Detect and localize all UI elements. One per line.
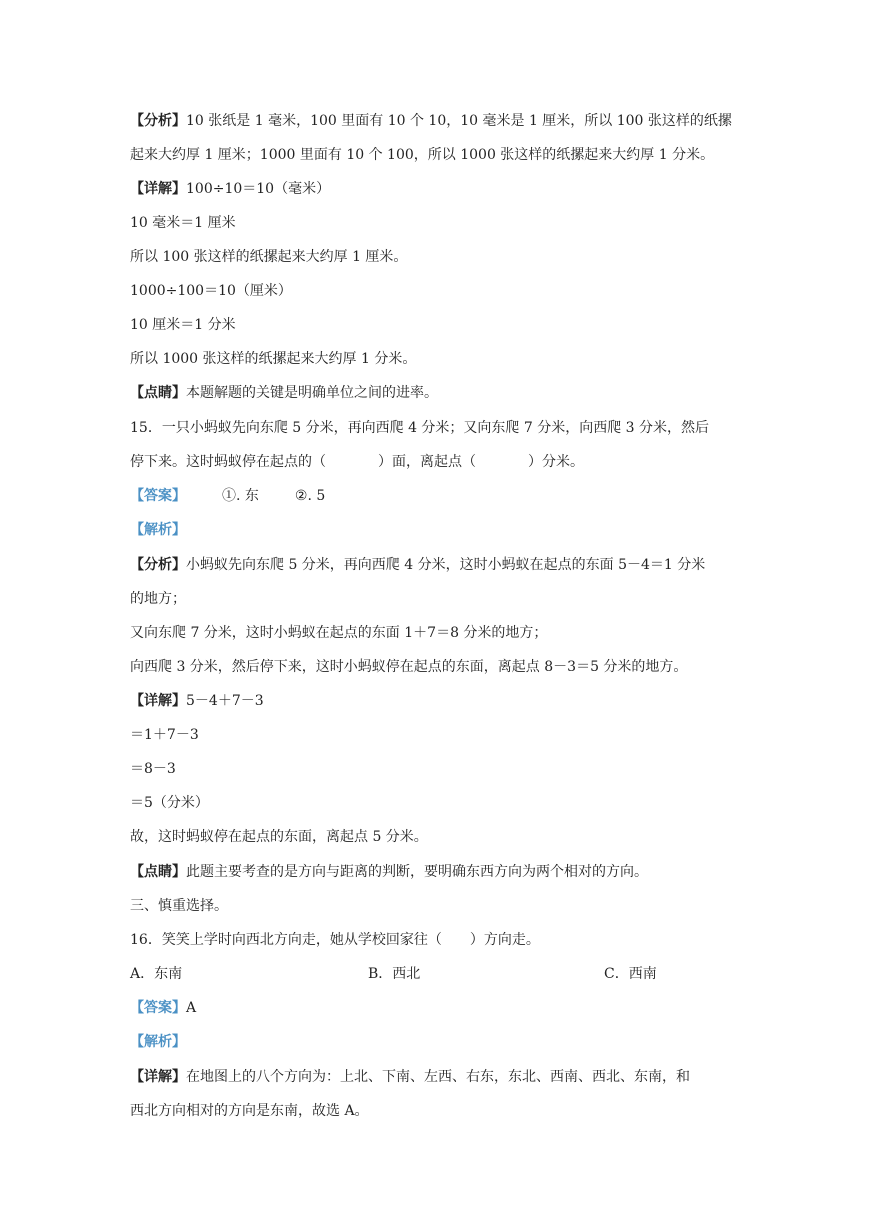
q15-analysis-tag: 【分析】 xyxy=(130,557,186,573)
detail-line-5: 10 厘米＝1 分米 xyxy=(130,317,236,333)
detail-line-3: 所以 100 张这样的纸摞起来大约厚 1 厘米。 xyxy=(130,249,408,265)
q16-stem xyxy=(130,930,540,950)
q15-answer-tag: 【答案】 xyxy=(130,488,186,504)
q16-answer-line xyxy=(130,998,196,1018)
q15-key-point-tag: 【点睛】 xyxy=(130,864,186,880)
q16-answer: A xyxy=(186,1000,197,1016)
q15-calc-line-2: ＝8－3 xyxy=(130,761,176,777)
q15-detail-tag: 【详解】 xyxy=(130,693,186,709)
q15-explanation-tag-line xyxy=(130,520,186,540)
key-point-text: 本题解题的关键是明确单位之间的进率。 xyxy=(186,385,438,401)
q15-analysis-line-4: 向西爬 3 分米，然后停下来，这时小蚂蚁停在起点的东面，离起点 8－3＝5 分米的地方。 xyxy=(130,659,688,675)
q15-answer-line xyxy=(130,486,325,506)
q15-stem-line-2 xyxy=(130,452,584,472)
q15-stem-part-c: ）分米。 xyxy=(528,454,584,470)
q15-calc-line-1: ＝1＋7－3 xyxy=(130,727,199,743)
q16-explanation-tag: 【解析】 xyxy=(130,1034,186,1050)
section-title: 三、慎重选择。 xyxy=(130,898,228,914)
q16-detail-text: 在地图上的八个方向为：上北、下南、左西、右东，东北、西南、西北、东南，和 xyxy=(186,1069,690,1085)
q15-stem-line-1: 15．一只小蚂蚁先向东爬 5 分米，再向西爬 4 分米；又向东爬 7 分米，向西爬 3 分米，然后 xyxy=(130,420,710,436)
q15-detail-line-1 xyxy=(130,691,264,711)
analysis-tag: 【分析】 xyxy=(130,113,186,129)
q16-option-a: A．东南 xyxy=(130,966,183,982)
q15-stem-part-b: ）面，离起点（ xyxy=(378,454,476,470)
detail-line-2: 10 毫米＝1 厘米 xyxy=(130,215,236,231)
q16-explanation-tag-line xyxy=(130,1032,186,1052)
q15-detail-text: 5－4＋7－3 xyxy=(186,693,264,709)
detail-tag: 【详解】 xyxy=(130,181,186,197)
q15-analysis-line-3: 又向东爬 7 分米，这时小蚂蚁在起点的东面 1＋7＝8 分米的地方； xyxy=(130,625,548,641)
detail-line-4: 1000÷100＝10（厘米） xyxy=(130,283,292,299)
q16-stem-part-a: 16．笑笑上学时向西北方向走，她从学校回家往（ xyxy=(130,932,442,948)
q16-detail-tag: 【详解】 xyxy=(130,1069,186,1085)
detail-line-1 xyxy=(130,179,330,199)
q15-analysis-line-2: 的地方； xyxy=(130,591,186,607)
q15-stem-part-a: 停下来。这时蚂蚁停在起点的（ xyxy=(130,454,326,470)
q15-key-point-line xyxy=(130,862,648,882)
analysis-text: 10 张纸是 1 毫米，100 里面有 10 个 10，10 毫米是 1 厘米，所以 100 张这样的纸摞 xyxy=(186,113,732,129)
detail-text: 100÷10＝10（毫米） xyxy=(186,181,331,197)
detail-line-6: 所以 1000 张这样的纸摞起来大约厚 1 分米。 xyxy=(130,351,417,367)
analysis-line-1 xyxy=(130,111,732,131)
analysis-line-2: 起来大约厚 1 厘米；1000 里面有 10 个 100，所以 1000 张这样的纸摞起来大约厚 1 分米。 xyxy=(130,147,715,163)
q16-option-c: C．西南 xyxy=(604,966,657,982)
key-point-line xyxy=(130,383,438,403)
q16-answer-tag: 【答案】 xyxy=(130,1000,186,1016)
q15-analysis-line-1 xyxy=(130,555,705,575)
key-point-tag: 【点睛】 xyxy=(130,385,186,401)
q15-explanation-tag: 【解析】 xyxy=(130,522,186,538)
q15-calc-line-3: ＝5（分米） xyxy=(130,795,209,811)
q15-answer-1: ①. 东 xyxy=(222,488,259,504)
q15-answer-2: ②. 5 xyxy=(294,488,326,504)
q16-detail-line-2: 西北方向相对的方向是东南，故选 A。 xyxy=(130,1103,369,1119)
q15-analysis-text: 小蚂蚁先向东爬 5 分米，再向西爬 4 分米，这时小蚂蚁在起点的东面 5－4＝1 分米 xyxy=(186,557,706,573)
q15-conclusion: 故，这时蚂蚁停在起点的东面，离起点 5 分米。 xyxy=(130,829,428,845)
q16-option-b: B．西北 xyxy=(368,966,421,982)
q15-key-point-text: 此题主要考查的是方向与距离的判断，要明确东西方向为两个相对的方向。 xyxy=(186,864,648,880)
q16-stem-part-b: ）方向走。 xyxy=(469,932,540,948)
q16-detail-line-1 xyxy=(130,1067,690,1087)
